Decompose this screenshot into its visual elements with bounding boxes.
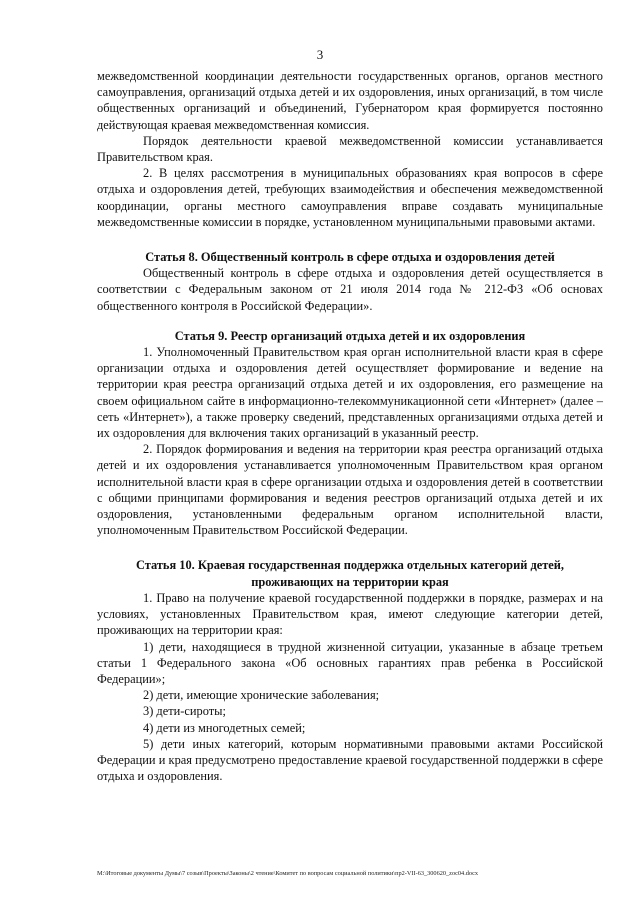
paragraph: 1. Уполномоченный Правительством края орган исполнительной власти края в сфере организации отдыха и оздоровления детей осуществляет формирование и ведение на территории края реестра организаций отдыха детей и их оздоровления, его размещение на своем официальном сайте в информационно-телекоммуникационной сети «Интернет» (далее – сеть «Интернет»), а также проверку сведений, представленных организациями отдыха детей и их оздоровления для включения таких организаций в указанный реестр.: [97, 345, 603, 441]
list-item: 1) дети, находящиеся в трудной жизненной ситуации, указанные в абзаце третьем статьи 1 Федерального закона «Об основных гарантиях прав ребенка в Российской Федерации»;: [97, 639, 603, 686]
list-item: 5) дети иных категорий, которым нормативными правовыми актами Российской Федерации и края предусмотрено предоставление краевой государственной поддержки в сфере отдыха и оздоровления.: [97, 736, 603, 784]
file-path-footer: M:\Итоговые документы Думы\7 созыв\Проекты\Законы\2 чтение\Комитет по вопросам социальной политики\пр2-VII-63_300620_zoc04.docx: [97, 870, 479, 877]
list-item: 3) дети-сироты;: [143, 704, 226, 719]
paragraph: 2. В целях рассмотрения в муниципальных образованиях края вопросов в сфере отдыха и оздоровления детей, требующих взаимодействия и обеспечения межведомственной координации, органы местного самоуправления вправе создавать муниципальные межведомственные комиссии в порядке, установленном муниципальными правовыми актами.: [97, 166, 603, 229]
article-8-heading: Статья 8. Общественный контроль в сфере отдыха и оздоровления детей: [145, 250, 555, 265]
page-number: 3: [316, 47, 324, 62]
paragraph: 2. Порядок формирования и ведения на территории края реестра организаций отдыха детей и их оздоровления устанавливается уполномоченным Правительством края органом исполнительной власти края в сфере организации отдыха и оздоровления детей в соответствии с общими принципами формирования и ведения реестров организаций отдыха детей и их оздоровления, установленными федеральным органом исполнительной власти, уполномоченным Правительством Российской Федерации.: [97, 442, 603, 538]
list-item: 2) дети, имеющие хронические заболевания;: [143, 688, 380, 703]
document-body: [97, 68, 603, 784]
article-9-heading: Статья 9. Реестр организаций отдыха детей и их оздоровления: [174, 328, 526, 343]
paragraph: Общественный контроль в сфере отдыха и оздоровления детей осуществляется в соответствии с Федеральным законом от 21 июля 2014 года № 212-ФЗ «Об основах общественного контроля в Российской Федерации».: [97, 266, 603, 313]
list-item: 4) дети из многодетных семей;: [143, 720, 306, 735]
paragraph: межведомственной координации деятельности государственных органов, органов местного самоуправления, организаций отдыха детей и их оздоровления, иных организаций, в том числе общественных организаций и объединений, Губернатором края формируется постоянно действующая краевая межведомственная комиссия.: [97, 69, 603, 132]
paragraph: Порядок деятельности краевой межведомственной комиссии устанавливается Правительством края.: [97, 133, 603, 165]
paragraph: 1. Право на получение краевой государственной поддержки в порядке, размерах и на условиях, установленных Правительством края, имеют следующие категории детей, проживающих на территории края:: [97, 590, 603, 638]
article-10-heading: Статья 10. Краевая государственная поддержка отдельных категорий детей, проживающих на территории края: [135, 558, 565, 589]
